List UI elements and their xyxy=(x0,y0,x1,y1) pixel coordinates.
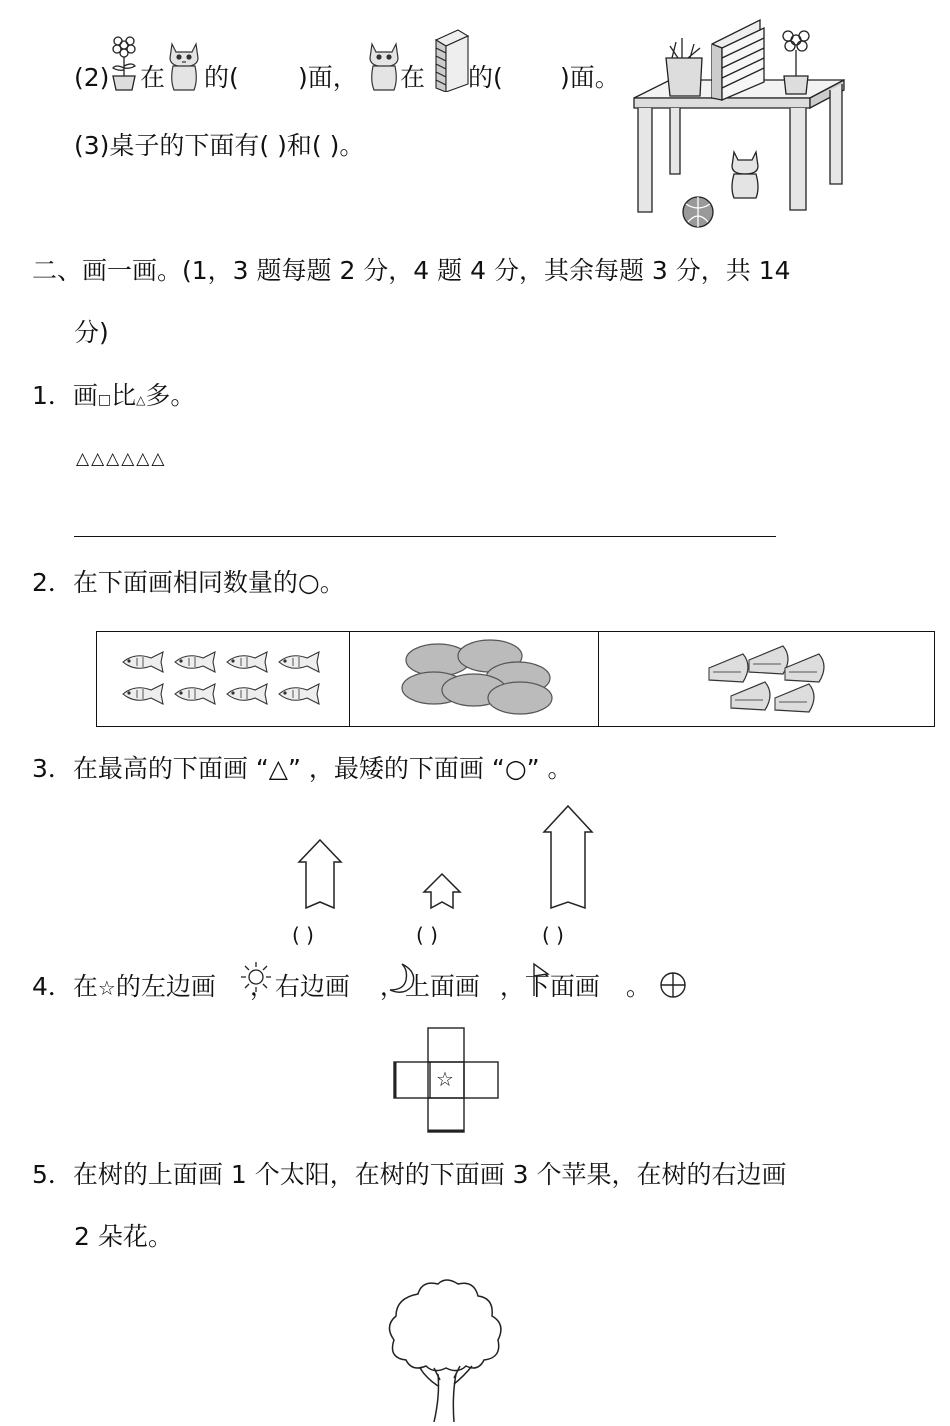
fish-icon xyxy=(175,684,215,704)
fish-icon xyxy=(279,652,319,672)
q2-mian2: )面。 xyxy=(560,63,620,92)
fish-group xyxy=(97,632,349,726)
table-scene-illustration xyxy=(630,14,850,230)
arrow-shape xyxy=(299,840,341,908)
flower-pot-icon xyxy=(106,36,142,92)
cat-icon xyxy=(366,40,402,92)
q1-part-than: 比 xyxy=(111,381,137,410)
q4-p6: 。 xyxy=(625,972,651,1001)
q2-picture-table xyxy=(96,631,935,727)
q2-mian1: )面， xyxy=(298,63,358,92)
section-2-heading-cont: 分) xyxy=(74,318,109,347)
fish-icon xyxy=(175,652,215,672)
pie-slice-icon xyxy=(731,682,770,710)
question-3-line: (3)桌子的下面有( )和( )。 xyxy=(74,131,365,160)
tree-illustration[interactable] xyxy=(382,1276,510,1422)
q2-prefix: (2) xyxy=(74,63,110,92)
fish-icon xyxy=(123,652,163,672)
q4-p3: ，右边画 xyxy=(249,972,350,1001)
arrows-figure xyxy=(280,800,620,915)
q4-p2: 的左边画 xyxy=(115,972,216,1001)
fish-icon xyxy=(279,684,319,704)
arrow-answer-3[interactable]: ( ) xyxy=(542,923,564,947)
pie-group xyxy=(599,632,933,726)
section-2-heading: 二、画一画。(1，3 题每题 2 分，4 题 4 分，其余每题 3 分，共 14 xyxy=(32,256,791,285)
cat-icon xyxy=(166,40,202,92)
pie-slice-icon xyxy=(775,684,814,712)
fish-icon xyxy=(227,652,267,672)
arrow-answer-1[interactable]: ( ) xyxy=(292,923,314,947)
arrow-answer-2[interactable]: ( ) xyxy=(416,923,438,947)
q2-zai1: 在 xyxy=(140,63,166,92)
pie-slice-icon xyxy=(709,654,748,682)
triangle-symbol: △ xyxy=(136,393,146,407)
q2-de2: 的( xyxy=(468,63,503,92)
pie-slice-icon xyxy=(785,654,824,682)
q5-prompt-line1: 5．在树的上面画 1 个太阳，在树的下面画 3 个苹果，在树的右边画 xyxy=(32,1160,787,1189)
sun-icon xyxy=(240,960,272,994)
q1-part-more: 多。 xyxy=(145,381,196,410)
q1-triangles-row: △△△△△△ xyxy=(76,449,167,469)
circle-cross-icon xyxy=(658,970,688,1000)
q2-de1: 的( xyxy=(204,63,239,92)
grid-star: ☆ xyxy=(436,1067,454,1091)
cake-icon xyxy=(488,682,552,714)
q5-prompt-line2: 2 朵花。 xyxy=(74,1222,173,1251)
fish-icon xyxy=(227,684,267,704)
q4-prompt xyxy=(32,972,651,1003)
q4-p4: ，上面画 xyxy=(379,972,480,1001)
q1-prompt xyxy=(32,381,195,415)
q2-prompt: 2．在下面画相同数量的○。 xyxy=(32,568,345,597)
q4-num: 4． xyxy=(32,972,73,1001)
q2-zai2: 在 xyxy=(400,63,426,92)
arrow-shape xyxy=(544,806,592,908)
q4-p5: ，下面画 xyxy=(499,972,600,1001)
fish-icon xyxy=(123,684,163,704)
q1-num: 1． xyxy=(32,381,73,410)
arrow-shape xyxy=(424,874,460,908)
pie-cell[interactable] xyxy=(599,632,934,726)
q3-prompt: 3．在最高的下面画 “△” ，最矮的下面画 “○” 。 xyxy=(32,754,573,783)
star-symbol: ☆ xyxy=(97,976,116,1000)
cake-group xyxy=(350,632,598,726)
fish-cell[interactable] xyxy=(97,632,350,726)
books-icon xyxy=(432,26,472,92)
q1-part-draw: 画 xyxy=(72,381,98,410)
cake-cell[interactable] xyxy=(350,632,599,726)
flag-icon xyxy=(528,962,552,998)
q4-p1: 在 xyxy=(72,972,98,1001)
moon-icon xyxy=(388,962,418,996)
square-symbol: □ xyxy=(97,392,112,408)
q1-answer-line[interactable] xyxy=(74,536,776,537)
pie-slice-icon xyxy=(749,646,788,674)
